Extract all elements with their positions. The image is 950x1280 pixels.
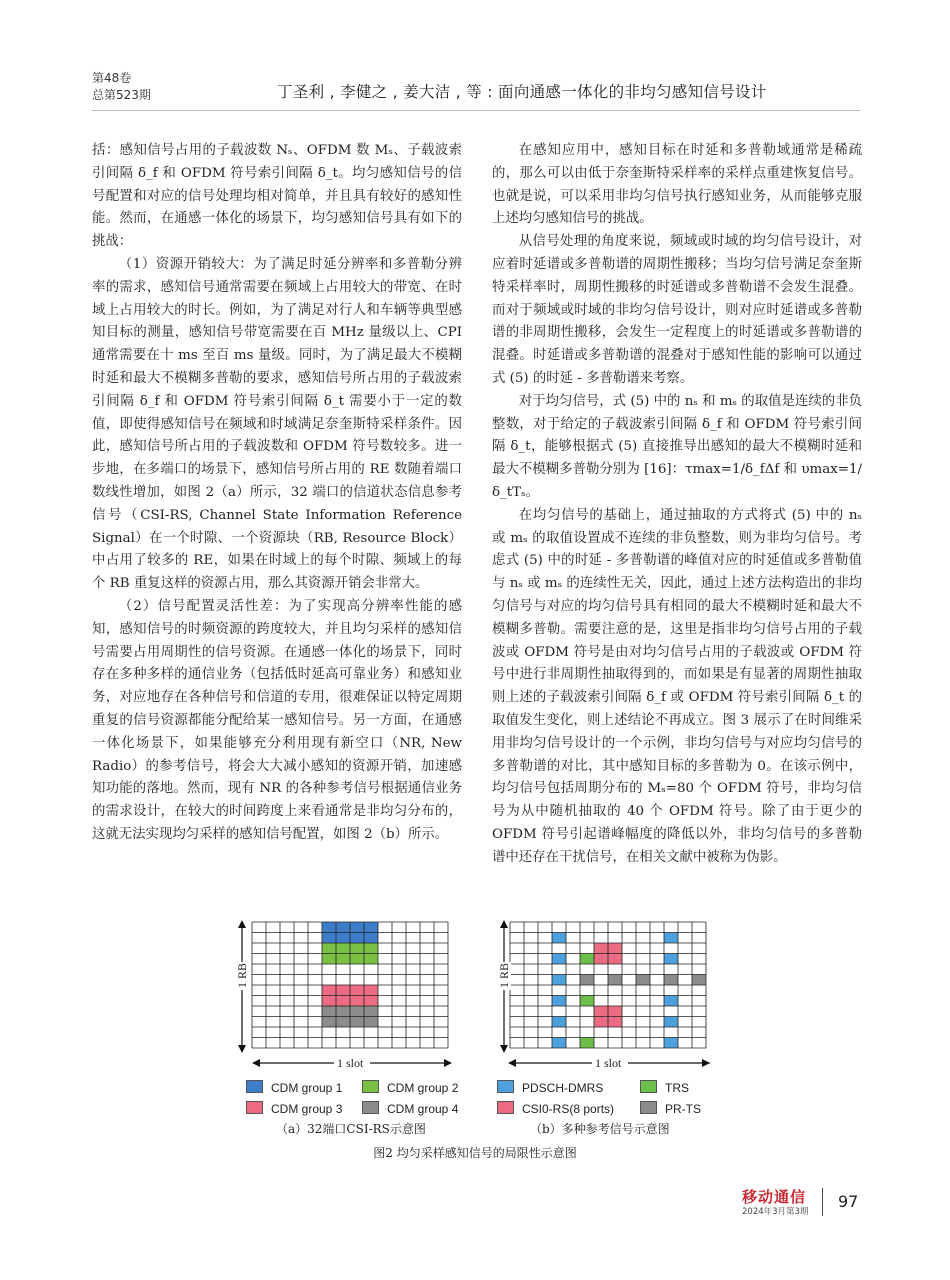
resource-element xyxy=(552,933,566,944)
resource-element xyxy=(364,996,378,1007)
legend-swatch xyxy=(246,1080,263,1093)
legend-item: TRS xyxy=(640,1080,689,1095)
resource-element xyxy=(664,1017,678,1028)
resource-element xyxy=(336,943,350,954)
legend-item: CDM group 2 xyxy=(362,1080,458,1095)
legend-swatch xyxy=(640,1101,657,1114)
resource-element xyxy=(350,933,364,944)
resource-element xyxy=(608,975,622,986)
resource-element xyxy=(594,943,608,954)
legend-swatch xyxy=(497,1101,514,1114)
figure-a-grid xyxy=(226,918,466,1070)
resource-element xyxy=(692,975,706,986)
resource-element xyxy=(608,1006,622,1017)
resource-element xyxy=(322,954,336,965)
resource-element xyxy=(322,996,336,1007)
resource-element xyxy=(322,922,336,933)
journal-logo: 移动通信 xyxy=(742,1188,807,1206)
issue-date: 2024年3月第3期 xyxy=(742,1207,809,1217)
resource-element xyxy=(664,1038,678,1049)
legend-item: CDM group 3 xyxy=(246,1101,342,1116)
resource-element xyxy=(322,1006,336,1017)
resource-element xyxy=(580,996,594,1007)
resource-element xyxy=(552,996,566,1007)
resource-element xyxy=(350,954,364,965)
legend-swatch xyxy=(362,1101,379,1114)
legend-item: PDSCH-DMRS xyxy=(497,1080,603,1095)
resource-element xyxy=(350,943,364,954)
resource-element xyxy=(350,922,364,933)
resource-element xyxy=(350,1017,364,1028)
resource-element xyxy=(552,954,566,965)
resource-element xyxy=(636,975,650,986)
axis-slot-label: 1 slot xyxy=(595,1056,622,1070)
resource-element xyxy=(608,943,622,954)
resource-element xyxy=(364,1017,378,1028)
resource-element xyxy=(364,1006,378,1017)
resource-element xyxy=(594,1017,608,1028)
figure-caption: 图2 均匀采样感知信号的局限性示意图 xyxy=(373,1146,577,1160)
page-number: 97 xyxy=(838,1192,859,1211)
paragraph: 括：感知信号占用的子载波数 Nₛ、OFDM 数 Mₛ、子载波索引间隔 δ_f 和 OFDM 符号索引间隔 δ_t。均匀感知信号的信号配置和对应的信号处理均相对简单，并且具有较好的感知性能。然而，在通感一体化的场景下，均匀感知信号具有如下的挑战： xyxy=(92,143,462,250)
paragraph: 对于均匀信号，式 (5) 中的 nₛ 和 mₛ 的取值是连续的非负整数，对于给定的子载波索引间隔 δ_f 和 OFDM 符号索引间隔 δ_t，能够根据式 (5) 直接推导出感知的最大不模糊时延和最大不模糊多普勒分别为 [16]：τmax=1/δ_fΔf 和 υmax=1/δ_tTₛ。 xyxy=(492,393,862,500)
legend-item: CSI0-RS(8 ports) xyxy=(497,1101,614,1116)
paragraph: （2）信号配置灵活性差：为了实现高分辨率性能的感知，感知信号的时频资源的跨度较大，并且均匀采样的感知信号需要占用周期性的信号资源。在通感一体化的场景下，同时存在多种多样的通信业务（包括低时延高可靠业务）和感知业务，对应地存在各种信号和信道的专用，很难保证以特定周期重复的信号资源都能分配给某一感知信号。另一方面，在通感一体化场景下，如果能够充分利用现有新空口（NR, New Radio）的参考信号，将会大大减小感知的资源开销，加速感知功能的落地。然而，现有 NR 的各种参考信号根据通信业务的需求设计，在较大的时间跨度上来看通常是非均匀分布的，这就无法实现均匀采样的感知信号配置，如图 2（b）所示。 xyxy=(92,598,462,842)
volume-info xyxy=(92,70,151,104)
axis-slot-label: 1 slot xyxy=(337,1056,364,1070)
resource-element xyxy=(664,954,678,965)
resource-element xyxy=(364,954,378,965)
resource-element xyxy=(580,1038,594,1049)
legend-item: PR-TS xyxy=(640,1101,701,1116)
subfigure-a-caption: （a）32端口CSI-RS示意图 xyxy=(276,1122,426,1136)
resource-element xyxy=(336,985,350,996)
resource-element xyxy=(322,1017,336,1028)
resource-element xyxy=(580,975,594,986)
legend-swatch xyxy=(362,1080,379,1093)
resource-element xyxy=(350,1006,364,1017)
resource-element xyxy=(336,933,350,944)
paragraph: 在感知应用中，感知目标在时延和多普勒域通常是稀疏的，那么可以由低于奈奎斯特采样率的采样点重建恢复信号。也就是说，可以采用非均匀信号执行感知业务，从而能够克服上述均匀感知信号的挑战。 xyxy=(492,143,862,227)
resource-element xyxy=(594,954,608,965)
resource-element xyxy=(364,933,378,944)
resource-element xyxy=(364,922,378,933)
figure-b-grid xyxy=(488,918,724,1070)
paragraph: 在均匀信号的基础上，通过抽取的方式将式 (5) 中的 nₛ 或 mₛ 的取值设置成不连续的非负整数，则为非均匀信号。考虑式 (5) 中的时延 - 多普勒谱的峰值对应的时延值或多普勒值与 nₛ 或 mₛ 的连续性无关，因此，通过上述方法构造出的非均匀信号与对应的均匀信号具有相同的最大不模糊时延和最大不模糊多普勒。需要注意的是，这里是指非均匀信号占用的子载波或 OFDM 符号是由对均匀信号占用的子载波或 OFDM 符号中进行非周期性抽取得到的，而如果是有显著的周期性抽取则上述的子载波索引间隔 δ_f 或 OFDM 符号索引间隔 δ_t 的取值发生变化，则上述结论不再成立。图 3 展示了在时间维采用非均匀信号设计的一个示例，非均匀信号与对应均匀信号的多普勒谱的对比，其中感知目标的多普勒为 0。在该示例中，均匀信号包括周期分布的 Mₛ=80 个 OFDM 符号，非均匀信号为从中随机抽取的 40 个 OFDM 符号。除了由于更少的 OFDM 符号引起谱峰幅度的降低以外，非均匀信号的多普勒谱中还存在干扰信号，在相关文献中被称为伪影。 xyxy=(492,507,862,865)
resource-element xyxy=(322,985,336,996)
axis-rb-label: 1 RB xyxy=(235,962,249,988)
resource-element xyxy=(594,1006,608,1017)
resource-element xyxy=(322,943,336,954)
resource-element xyxy=(664,933,678,944)
resource-element xyxy=(350,985,364,996)
resource-element xyxy=(552,975,566,986)
right-column xyxy=(492,140,862,870)
resource-element xyxy=(350,996,364,1007)
left-column xyxy=(92,140,462,847)
legend-swatch xyxy=(640,1080,657,1093)
legend-item: CDM group 4 xyxy=(362,1101,458,1116)
resource-element xyxy=(608,954,622,965)
resource-element xyxy=(364,943,378,954)
resource-element xyxy=(336,996,350,1007)
issue: 总第523期 xyxy=(92,88,151,102)
resource-element xyxy=(664,975,678,986)
resource-element xyxy=(364,985,378,996)
paragraph: （1）资源开销较大：为了满足时延分辨率和多普勒分辨率的需求，感知信号通常需要在频域上占用较大的带宽、在时域上占用较大的时长。例如，为了满足对行人和车辆等典型感知目标的测量，感知信号带宽需要在百 MHz 量级以上、CPI 通常需要在十 ms 至百 ms 量级。同时，为了满足最大不模糊时延和最大不模糊多普勒的要求，感知信号所占用的子载波索引间隔 δ_f 和 OFDM 符号索引间隔 δ_t 需要小于一定的数值，即使得感知信号在频域和时域满足奈奎斯特采样条件。因此，感知信号所占用的子载波数和 OFDM 符号数较多。进一步地，在多端口的场景下，感知信号所占用的 RE 数随着端口数线性增加，如图 2（a）所示，32 端口的信道状态信息参考信号（CSI-RS, Channel State Information Reference Signal）在一个时隙、一个资源块（RB, Resource Block）中占用了较多的 RE，如果在时域上的每个时隙、频域上的每个 RB 重复这样的资源占用，那么其资源开销会非常大。 xyxy=(92,256,462,592)
legend-item: CDM group 1 xyxy=(246,1080,342,1095)
running-title: 丁圣利 , 李健之 , 姜大洁 , 等 : 面向通感一体化的非均匀感知信号设计 xyxy=(277,83,767,101)
resource-element xyxy=(336,1006,350,1017)
resource-element xyxy=(608,1017,622,1028)
resource-element xyxy=(322,933,336,944)
resource-element xyxy=(580,954,594,965)
paragraph: 从信号处理的角度来说，频域或时域的均匀信号设计，对应着时延谱或多普勒谱的周期性搬移；当均匀信号满足奈奎斯特采样率时，周期性搬移的时延谱或多普勒谱不会发生混叠。而对于频域或时域的非均匀信号设计，则对应时延谱或多普勒谱的非周期性搬移，会发生一定程度上的时延谱或多普勒谱的混叠。时延谱或多普勒谱的混叠对于感知性能的影响可以通过式 (5) 的时延 - 多普勒谱来考察。 xyxy=(492,234,862,386)
volume: 第48卷 xyxy=(92,71,132,85)
resource-element xyxy=(336,954,350,965)
resource-element xyxy=(336,1017,350,1028)
resource-element xyxy=(664,996,678,1007)
page-header xyxy=(92,70,860,111)
resource-element xyxy=(336,922,350,933)
resource-element xyxy=(552,1017,566,1028)
axis-rb-label: 1 RB xyxy=(497,962,511,988)
subfigure-b-caption: （b）多种参考信号示意图 xyxy=(530,1122,670,1136)
legend-swatch xyxy=(246,1101,263,1114)
footer-divider xyxy=(822,1188,823,1216)
legend-swatch xyxy=(497,1080,514,1093)
resource-element xyxy=(552,1038,566,1049)
